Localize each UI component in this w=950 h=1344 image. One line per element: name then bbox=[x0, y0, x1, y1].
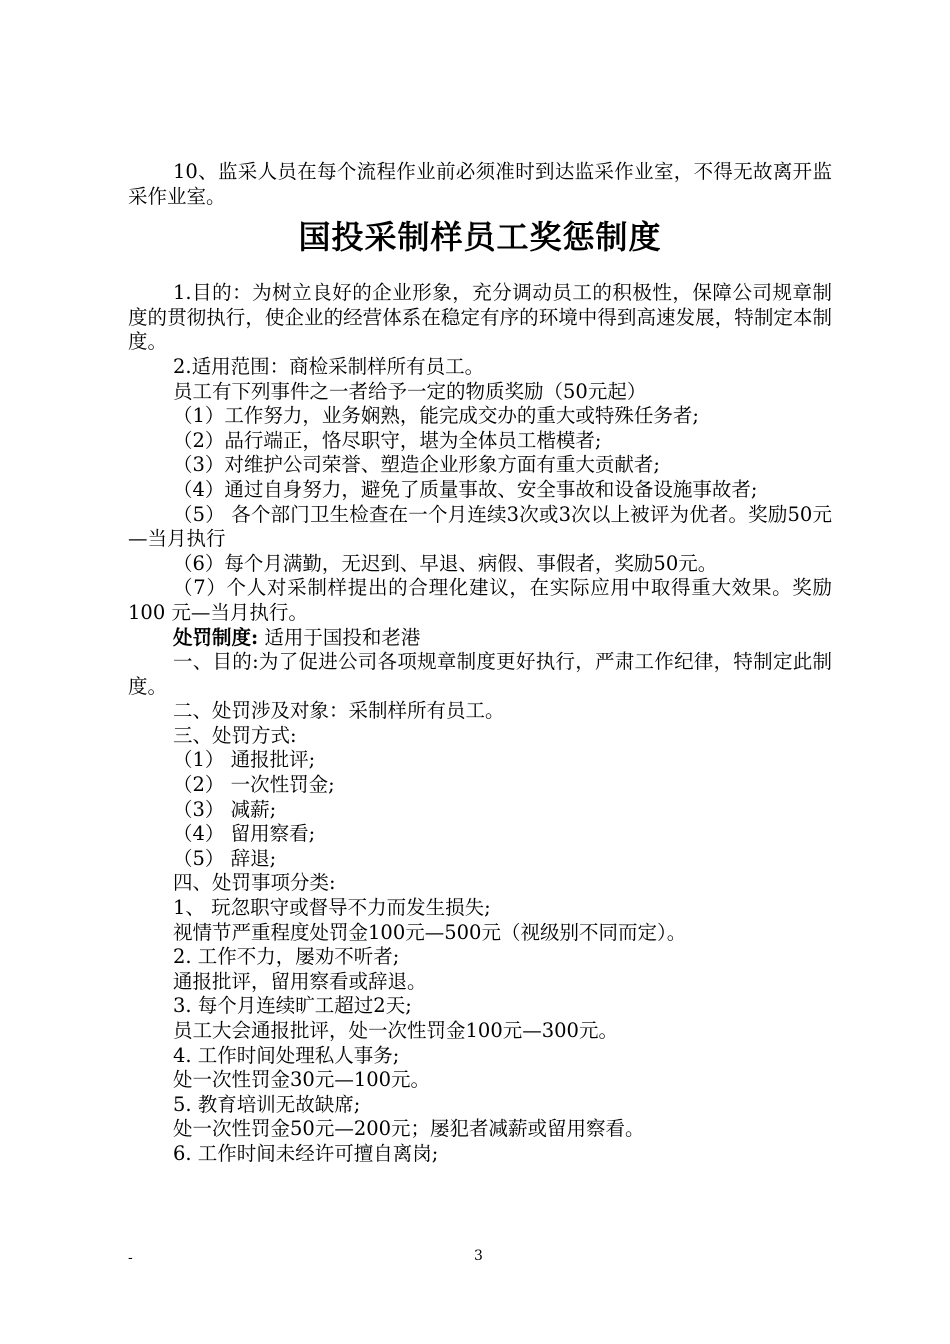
reward-purpose: 1.目的：为树立良好的企业形象，充分调动员工的积极性，保障公司规章制度的贯彻执行，使企业的经营体系在稳定有序的环境中得到高速发展，特制定本制度。 bbox=[128, 281, 832, 354]
penalty-categories-heading: 四、处罚事项分类: bbox=[173, 871, 336, 895]
page-number: 3 bbox=[474, 1248, 483, 1264]
penalty-heading-rest: 适用于国投和老港 bbox=[258, 625, 421, 649]
reward-item: （6）每个月满勤，无迟到、早退、病假、事假者，奖励50元。 bbox=[173, 551, 718, 575]
penalty-category-line: 5. 教育培训无故缺席; bbox=[173, 1092, 361, 1116]
penalty-method: （2） 一次性罚金; bbox=[173, 773, 335, 797]
penalty-category-line: 处一次性罚金50元—200元；屡犯者减薪或留用察看。 bbox=[173, 1117, 645, 1141]
reward-item: （4）通过自身努力，避免了质量事故、安全事故和设备设施事故者; bbox=[173, 477, 758, 501]
penalty-category-line: 4. 工作时间处理私人事务; bbox=[173, 1043, 400, 1067]
penalty-purpose: 一、目的:为了促进公司各项规章制度更好执行，严肃工作纪律，特制定此制度。 bbox=[128, 650, 832, 698]
reward-item: （5） 各个部门卫生检查在一个月连续3次或3次以上被评为优者。奖励50元—当月执行 bbox=[128, 502, 832, 551]
penalty-category-line: 1、 玩忽职守或督导不力而发生损失; bbox=[173, 896, 491, 920]
penalty-heading bbox=[128, 626, 832, 651]
penalty-target: 二、处罚涉及对象：采制样所有员工。 bbox=[173, 699, 505, 723]
penalty-category-line: 2. 工作不力，屡劝不听者; bbox=[173, 945, 400, 969]
rule-10-paragraph: 10、监采人员在每个流程作业前必须准时到达监采作业室，不得无故离开监采作业室。 bbox=[128, 160, 832, 208]
penalty-method: （4） 留用察看; bbox=[173, 822, 316, 846]
penalty-method: （3） 减薪; bbox=[173, 797, 277, 821]
document-title: 国投采制样员工奖惩制度 bbox=[298, 218, 662, 257]
penalty-category-line: 视情节严重程度处罚金100元—500元（视级别不同而定）。 bbox=[173, 920, 687, 944]
penalty-category-line: 处一次性罚金30元—100元。 bbox=[173, 1068, 431, 1092]
penalty-category-line: 员工大会通报批评，处一次性罚金100元—300元。 bbox=[173, 1019, 618, 1042]
penalty-heading-bold: 处罚制度: bbox=[173, 625, 259, 649]
penalty-methods-heading: 三、处罚方式: bbox=[173, 723, 297, 747]
penalty-method: （5） 辞退; bbox=[173, 846, 277, 870]
reward-item: （2）品行端正，恪尽职守，堪为全体员工楷模者; bbox=[173, 428, 602, 452]
reward-item: （3）对维护公司荣誉、塑造企业形象方面有重大贡献者; bbox=[173, 453, 660, 477]
penalty-category-line: 6. 工作时间未经许可擅自离岗; bbox=[173, 1141, 439, 1165]
footer-dash: - bbox=[128, 1250, 133, 1266]
penalty-method: （1） 通报批评; bbox=[173, 748, 316, 772]
penalty-category-line: 3. 每个月连续旷工超过2天; bbox=[173, 994, 412, 1018]
reward-lead: 员工有下列事件之一者给予一定的物质奖励（50元起） bbox=[173, 379, 647, 403]
reward-item: （7）个人对采制样提出的合理化建议，在实际应用中取得重大效果。奖励100 元—当月执行。 bbox=[128, 576, 832, 624]
reward-item: （1）工作努力，业务娴熟，能完成交办的重大或特殊任务者; bbox=[173, 404, 699, 428]
reward-scope: 2.适用范围：商检采制样所有员工。 bbox=[173, 354, 485, 378]
penalty-category-line: 通报批评，留用察看或辞退。 bbox=[173, 969, 427, 993]
document-content bbox=[128, 160, 832, 1167]
